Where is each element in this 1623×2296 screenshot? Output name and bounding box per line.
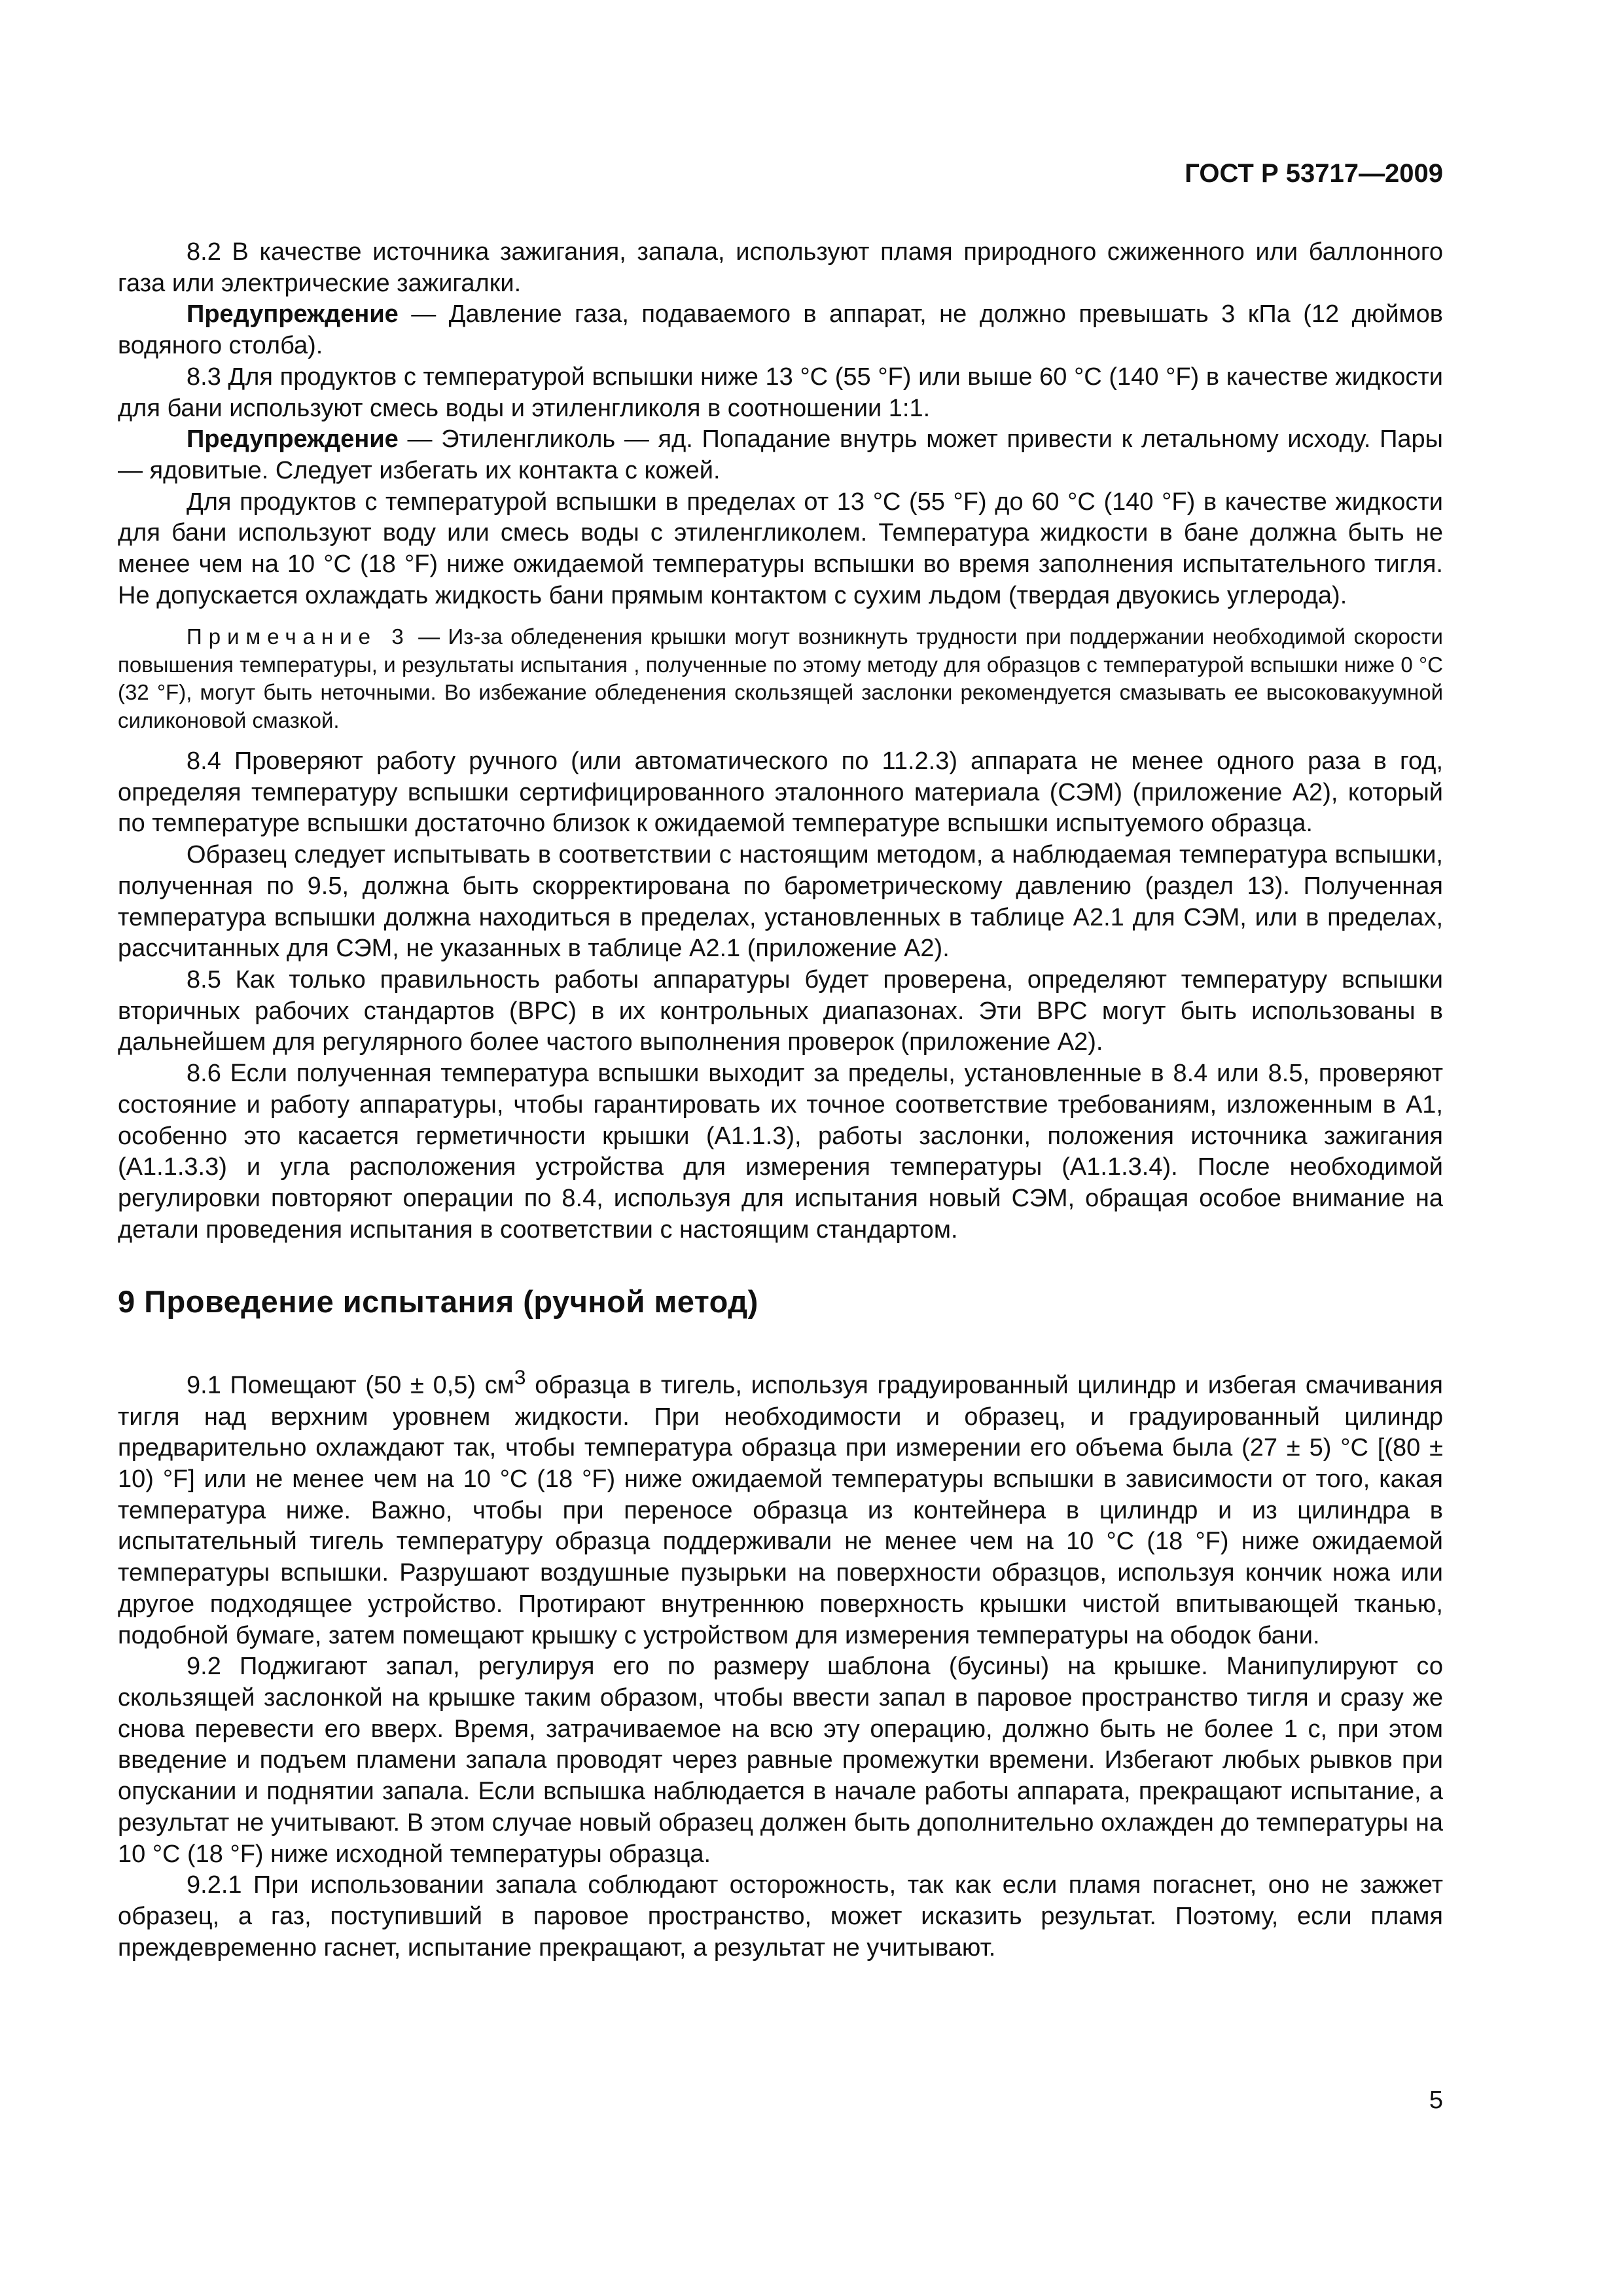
paragraph-8-5: 8.5 Как только правильность работы аппаратуры будет проверена, определяют температуру вспышки вторичных рабочих стандартов (ВРС) в их контрольных диапазонах. Эти ВРС могут быть использованы в дальнейшем для регулярного более частого выполнения проверок (приложение А2). (118, 965, 1443, 1056)
paragraph-9-1-start: 9.1 Помещают (50 ± 0,5) см (187, 1371, 514, 1399)
page-number: 5 (1429, 2087, 1443, 2114)
warning-label: Предупреждение (187, 300, 399, 329)
document-body (118, 237, 1443, 1964)
paragraph-8-4: 8.4 Проверяют работу ручного (или автоматического по 11.2.3) аппарата не менее одного раза в год, определяя температуру вспышки сертифицированного эталонного материала (СЭМ) (приложение А2), который по температуре вспышки достаточно близок к ожидаемой температуре вспышки испытуемого образца. (118, 747, 1443, 838)
standard-header: ГОСТ Р 53717—2009 (1185, 159, 1443, 188)
note-label: Примечание 3 (187, 624, 410, 649)
note-3 (118, 623, 1443, 734)
paragraph-9-1-rest: образца в тигель, используя градуированный цилиндр и избегая смачивания тигля над верхним уровнем жидкости. При необходимости и образец, и градуированный цилиндр предварительно охлаждают так, чтобы температура образца при измерении его объема была (27 ± 5) °С [(80 ± 10) °F] или не менее чем на 10 °С (18 °F) ниже ожидаемой температуры вспышки в зависимости от того, какая температура ниже. Важно, чтобы при переносе образца из контейнера в цилиндр и из цилиндра в испытательный тигель температуру образца поддерживали не менее чем на 10 °С (18 °F) ниже ожидаемой температуры вспышки. Разрушают воздушные пузырьки на поверхности образцов, используя кончик ножа или другое подходящее устройство. Протирают внутреннюю поверхность крышки чистой впитывающей тканью, подобной бумаге, затем помещают крышку с устройством для измерения температуры на ободок бани. (118, 1371, 1443, 1649)
paragraph-8-4-continued: Образец следует испытывать в соответствии с настоящим методом, а наблюдаемая температура вспышки, полученная по 9.5, должна быть скорректирована по барометрическому давлению (раздел 13). Полученная температура вспышки должна находиться в пределах, установленных в таблице А2.1 для СЭМ, или в пределах, рассчитанных для СЭМ, не указанных в таблице А2.1 (приложение А2). (118, 841, 1443, 963)
warning-label: Предупреждение (187, 425, 399, 454)
warning-text: — Этиленгликоль — яд. Попадание внутрь может привести к летальному исходу. Пары — ядовитые. Следует избегать их контакта с кожей. (118, 425, 1443, 484)
warning-ethylene-glycol (118, 424, 1443, 486)
warning-text: — Давление газа, подаваемого в аппарат, не должно превышать 3 кПа (12 дюймов водяного столба). (118, 300, 1443, 360)
paragraph-8-6: 8.6 Если полученная температура вспышки выходит за пределы, установленные в 8.4 или 8.5, проверяют состояние и работу аппаратуры, чтобы гарантировать их точное соответствие требованиям, изложенным в А1, особенно это касается герметичности крышки (А1.1.3), работы заслонки, положения источника зажигания (А1.1.3.3) и угла расположения устройства для измерения температуры (А1.1.3.4). После необходимой регулировки повторяют операции по 8.4, используя для испытания новый СЭМ, обращая особое внимание на детали проведения испытания в соответствии с настоящим стандартом. (118, 1060, 1443, 1244)
note-text: — Из-за обледенения крышки могут возникнуть трудности при поддержании необходимой скорости повышения температуры, и результаты испытания , полученные по этому методу для образцов с температурой вспышки ниже 0 °С (32 °F), могут быть неточными. Во избежание обледенения скользящей заслонки рекомендуется смазывать ее высоковакуумной силиконовой смазкой. (118, 624, 1443, 732)
paragraph-9-2-1: 9.2.1 При использовании запала соблюдают осторожность, так как если пламя погаснет, оно не зажжет образец, а газ, поступивший в паровое пространство, может исказить результат. Поэтому, если пламя преждевременно гаснет, испытание прекращают, а результат не учитывают. (118, 1871, 1443, 1962)
section-9-heading: 9 Проведение испытания (ручной метод) (118, 1284, 758, 1319)
paragraph-8-3-continued: Для продуктов с температурой вспышки в пределах от 13 °С (55 °F) до 60 °С (140 °F) в качестве жидкости для бани используют воду или смесь воды с этиленгликолем. Температура жидкости в бане должна быть не менее чем на 10 °С (18 °F) ниже ожидаемой температуры вспышки во время заполнения испытательного тигля. Не допускается охлаждать жидкость бани прямым контактом с сухим льдом (твердая двуокись углерода). (118, 488, 1443, 609)
paragraph-8-3: 8.3 Для продуктов с температурой вспышки ниже 13 °С (55 °F) или выше 60 °С (140 °F) в качестве жидкости для бани используют смесь воды и этиленгликоля в соотношении 1:1. (118, 363, 1443, 422)
paragraph-9-2: 9.2 Поджигают запал, регулируя его по размеру шаблона (бусины) на крышке. Манипулируют со скользящей заслонкой на крышке таким образом, чтобы ввести запал в паровое пространство тигля и сразу же снова перевести его вверх. Время, затрачиваемое на всю эту операцию, должно быть не более 1 с, при этом введение и подъем пламени запала проводят через равные промежутки времени. Избегают любых рывков при опускании и поднятии запала. Если вспышка наблюдается в начале работы аппарата, прекращают испытание, а результат не учитывают. В этом случае новый образец должен быть дополнительно охлажден до температуры на 10 °С (18 °F) ниже исходной температуры образца. (118, 1653, 1443, 1868)
superscript-3: 3 (514, 1365, 526, 1390)
paragraph-8-2: 8.2 В качестве источника зажигания, запала, используют пламя природного сжиженного или баллонного газа или электрические зажигалки. (118, 238, 1443, 297)
paragraph-9-1 (118, 1362, 1443, 1651)
warning-gas-pressure (118, 299, 1443, 361)
